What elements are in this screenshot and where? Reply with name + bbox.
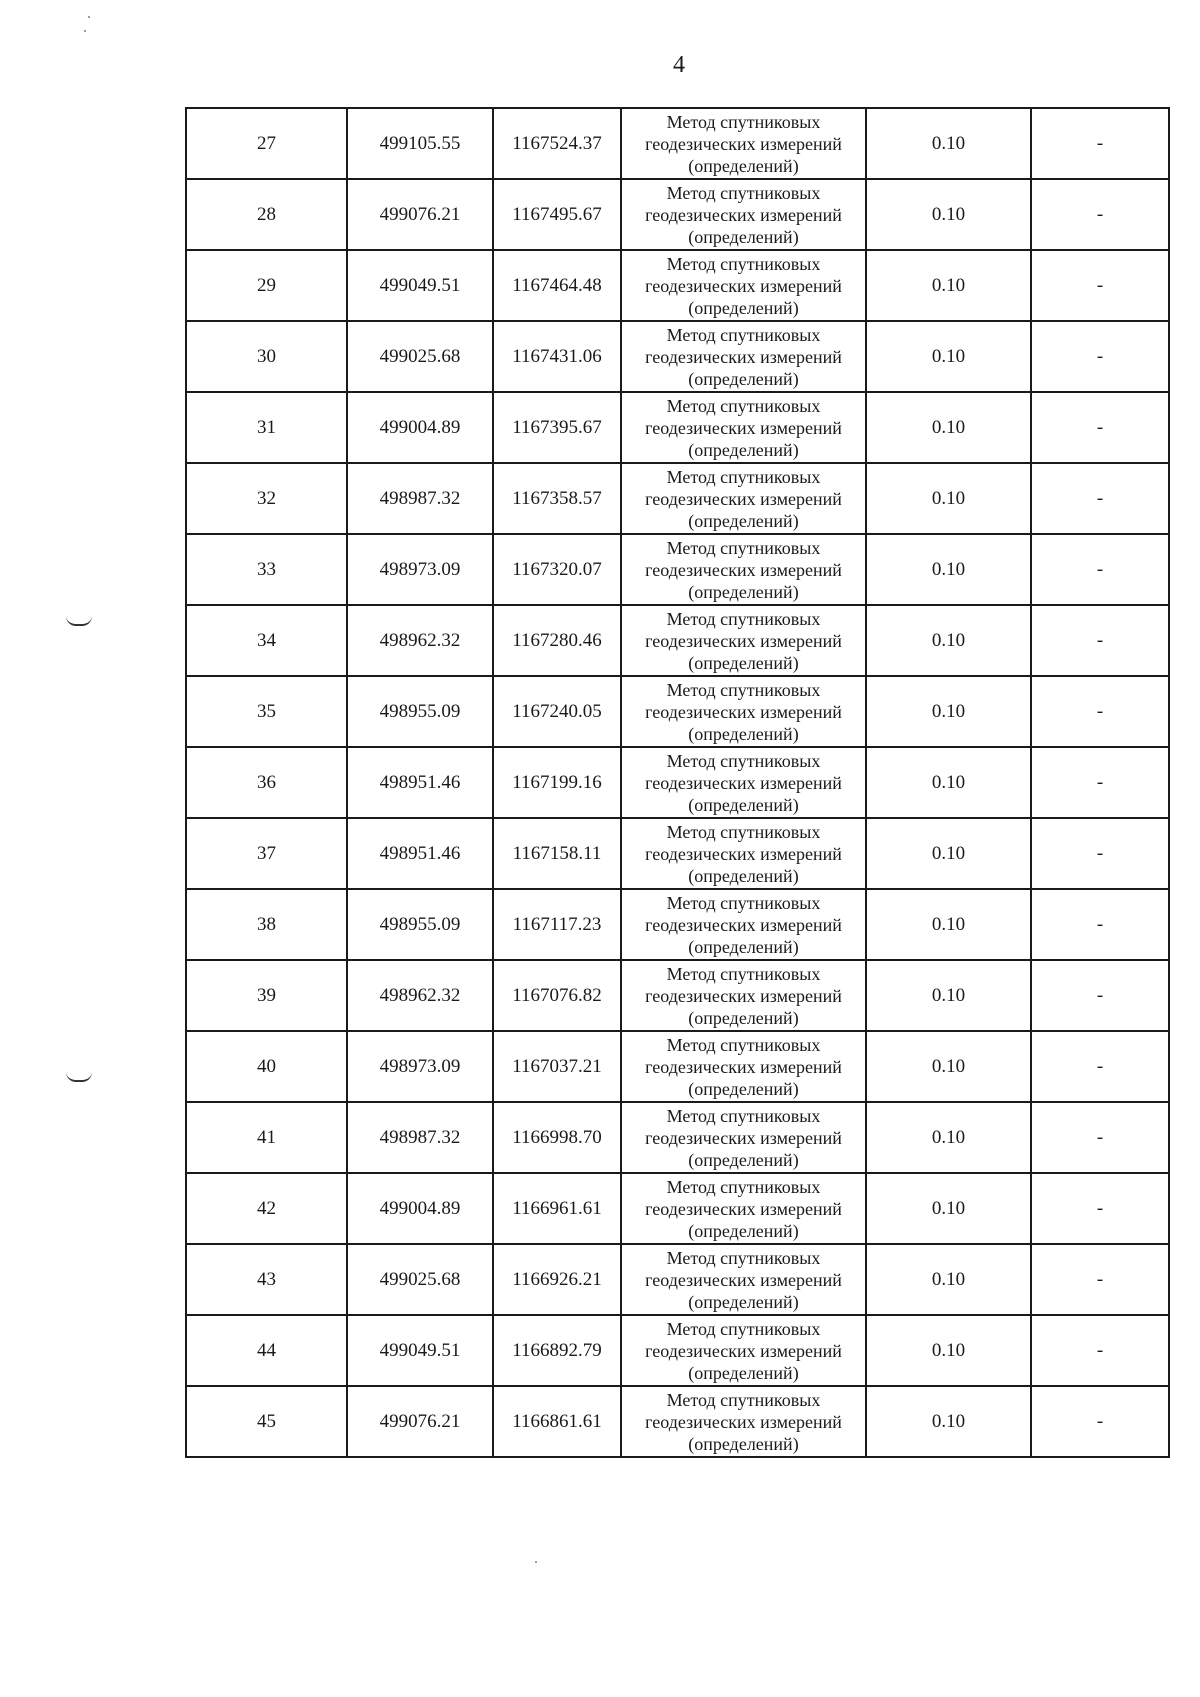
table-row — [186, 818, 1169, 889]
x-coordinate-cell: 498987.32 — [347, 1102, 493, 1173]
point-number-cell: 29 — [186, 250, 347, 321]
point-number-cell: 27 — [186, 108, 347, 179]
note-cell: - — [1031, 1173, 1169, 1244]
method-line: Метод спутниковых — [666, 111, 821, 132]
accuracy-cell: 0.10 — [866, 889, 1031, 960]
point-number-cell: 36 — [186, 747, 347, 818]
y-coordinate-cell: 1167358.57 — [493, 463, 621, 534]
note-cell: - — [1031, 960, 1169, 1031]
method-cell — [621, 463, 866, 534]
x-coordinate-cell: 499049.51 — [347, 250, 493, 321]
method-line: Метод спутниковых — [666, 537, 821, 558]
method-line: Метод спутниковых — [666, 608, 821, 629]
method-line: (определений) — [688, 226, 799, 247]
y-coordinate-cell: 1167280.46 — [493, 605, 621, 676]
point-number-cell: 34 — [186, 605, 347, 676]
method-line: (определений) — [688, 581, 799, 602]
x-coordinate-cell: 499105.55 — [347, 108, 493, 179]
y-coordinate-cell: 1167037.21 — [493, 1031, 621, 1102]
note-cell: - — [1031, 1386, 1169, 1457]
method-line: Метод спутниковых — [666, 963, 821, 984]
note-cell: - — [1031, 747, 1169, 818]
note-cell: - — [1031, 463, 1169, 534]
method-line: (определений) — [688, 510, 799, 531]
accuracy-cell: 0.10 — [866, 179, 1031, 250]
y-coordinate-cell: 1166861.61 — [493, 1386, 621, 1457]
scan-speck — [88, 16, 90, 18]
method-line: геодезических измерений — [645, 772, 842, 793]
table-row — [186, 250, 1169, 321]
x-coordinate-cell: 499049.51 — [347, 1315, 493, 1386]
method-cell — [621, 889, 866, 960]
y-coordinate-cell: 1166998.70 — [493, 1102, 621, 1173]
table-row — [186, 1244, 1169, 1315]
scan-binding-mark — [66, 616, 92, 626]
point-number-cell: 43 — [186, 1244, 347, 1315]
note-cell: - — [1031, 534, 1169, 605]
point-number-cell: 31 — [186, 392, 347, 463]
accuracy-cell: 0.10 — [866, 392, 1031, 463]
method-line: (определений) — [688, 1291, 799, 1312]
point-number-cell: 33 — [186, 534, 347, 605]
table-row — [186, 1031, 1169, 1102]
method-line: (определений) — [688, 723, 799, 744]
note-cell: - — [1031, 676, 1169, 747]
x-coordinate-cell: 498955.09 — [347, 889, 493, 960]
method-cell — [621, 818, 866, 889]
method-line: (определений) — [688, 368, 799, 389]
method-line: геодезических измерений — [645, 1269, 842, 1290]
note-cell: - — [1031, 818, 1169, 889]
note-cell: - — [1031, 321, 1169, 392]
x-coordinate-cell: 499076.21 — [347, 179, 493, 250]
point-number-cell: 32 — [186, 463, 347, 534]
accuracy-cell: 0.10 — [866, 747, 1031, 818]
method-line: геодезических измерений — [645, 1411, 842, 1432]
method-line: геодезических измерений — [645, 275, 842, 296]
method-cell — [621, 108, 866, 179]
point-number-cell: 35 — [186, 676, 347, 747]
accuracy-cell: 0.10 — [866, 1386, 1031, 1457]
table-row — [186, 1315, 1169, 1386]
y-coordinate-cell: 1166926.21 — [493, 1244, 621, 1315]
method-cell — [621, 250, 866, 321]
accuracy-cell: 0.10 — [866, 463, 1031, 534]
accuracy-cell: 0.10 — [866, 1315, 1031, 1386]
table-row — [186, 179, 1169, 250]
table-row — [186, 1386, 1169, 1457]
scan-speck — [535, 1561, 537, 1563]
method-line: геодезических измерений — [645, 133, 842, 154]
method-line: (определений) — [688, 652, 799, 673]
method-line: (определений) — [688, 1007, 799, 1028]
table-row — [186, 463, 1169, 534]
table-row — [186, 534, 1169, 605]
x-coordinate-cell: 499076.21 — [347, 1386, 493, 1457]
method-line: Метод спутниковых — [666, 1034, 821, 1055]
method-line: (определений) — [688, 1362, 799, 1383]
note-cell: - — [1031, 1031, 1169, 1102]
method-line: Метод спутниковых — [666, 1389, 821, 1410]
method-line: геодезических измерений — [645, 630, 842, 651]
method-cell — [621, 534, 866, 605]
method-line: геодезических измерений — [645, 346, 842, 367]
accuracy-cell: 0.10 — [866, 108, 1031, 179]
method-line: Метод спутниковых — [666, 750, 821, 771]
y-coordinate-cell: 1167158.11 — [493, 818, 621, 889]
table-row — [186, 108, 1169, 179]
note-cell: - — [1031, 1244, 1169, 1315]
table-row — [186, 889, 1169, 960]
table-row — [186, 747, 1169, 818]
x-coordinate-cell: 498951.46 — [347, 818, 493, 889]
x-coordinate-cell: 498955.09 — [347, 676, 493, 747]
point-number-cell: 30 — [186, 321, 347, 392]
method-line: геодезических измерений — [645, 1056, 842, 1077]
method-line: (определений) — [688, 297, 799, 318]
y-coordinate-cell: 1167431.06 — [493, 321, 621, 392]
accuracy-cell: 0.10 — [866, 1031, 1031, 1102]
method-line: Метод спутниковых — [666, 1318, 821, 1339]
method-cell — [621, 747, 866, 818]
method-cell — [621, 676, 866, 747]
method-line: Метод спутниковых — [666, 679, 821, 700]
point-number-cell: 40 — [186, 1031, 347, 1102]
x-coordinate-cell: 499025.68 — [347, 1244, 493, 1315]
method-line: (определений) — [688, 1220, 799, 1241]
x-coordinate-cell: 499004.89 — [347, 392, 493, 463]
method-line: Метод спутниковых — [666, 395, 821, 416]
x-coordinate-cell: 499004.89 — [347, 1173, 493, 1244]
table-row — [186, 321, 1169, 392]
accuracy-cell: 0.10 — [866, 534, 1031, 605]
method-line: (определений) — [688, 865, 799, 886]
x-coordinate-cell: 498962.32 — [347, 960, 493, 1031]
method-line: геодезических измерений — [645, 204, 842, 225]
y-coordinate-cell: 1167117.23 — [493, 889, 621, 960]
y-coordinate-cell: 1167524.37 — [493, 108, 621, 179]
y-coordinate-cell: 1166961.61 — [493, 1173, 621, 1244]
method-line: геодезических измерений — [645, 1198, 842, 1219]
note-cell: - — [1031, 179, 1169, 250]
note-cell: - — [1031, 1315, 1169, 1386]
y-coordinate-cell: 1167464.48 — [493, 250, 621, 321]
method-line: Метод спутниковых — [666, 253, 821, 274]
method-line: геодезических измерений — [645, 559, 842, 580]
method-line: Метод спутниковых — [666, 821, 821, 842]
scan-speck — [84, 30, 86, 32]
note-cell: - — [1031, 108, 1169, 179]
method-cell — [621, 1315, 866, 1386]
y-coordinate-cell: 1167320.07 — [493, 534, 621, 605]
accuracy-cell: 0.10 — [866, 676, 1031, 747]
point-number-cell: 42 — [186, 1173, 347, 1244]
page-number: 4 — [673, 52, 685, 78]
method-cell — [621, 179, 866, 250]
method-line: геодезических измерений — [645, 417, 842, 438]
note-cell: - — [1031, 889, 1169, 960]
method-line: геодезических измерений — [645, 985, 842, 1006]
method-cell — [621, 321, 866, 392]
method-cell — [621, 1173, 866, 1244]
method-line: Метод спутниковых — [666, 1247, 821, 1268]
method-line: геодезических измерений — [645, 914, 842, 935]
x-coordinate-cell: 498951.46 — [347, 747, 493, 818]
x-coordinate-cell: 498973.09 — [347, 1031, 493, 1102]
x-coordinate-cell: 498973.09 — [347, 534, 493, 605]
method-cell — [621, 960, 866, 1031]
accuracy-cell: 0.10 — [866, 250, 1031, 321]
y-coordinate-cell: 1167495.67 — [493, 179, 621, 250]
point-number-cell: 45 — [186, 1386, 347, 1457]
method-line: (определений) — [688, 1433, 799, 1454]
note-cell: - — [1031, 1102, 1169, 1173]
point-number-cell: 38 — [186, 889, 347, 960]
method-line: (определений) — [688, 155, 799, 176]
method-line: (определений) — [688, 936, 799, 957]
method-line: (определений) — [688, 1149, 799, 1170]
method-line: Метод спутниковых — [666, 1176, 821, 1197]
method-line: (определений) — [688, 794, 799, 815]
point-number-cell: 41 — [186, 1102, 347, 1173]
accuracy-cell: 0.10 — [866, 605, 1031, 676]
method-cell — [621, 1031, 866, 1102]
coordinates-table — [185, 107, 1170, 1458]
point-number-cell: 39 — [186, 960, 347, 1031]
method-line: геодезических измерений — [645, 843, 842, 864]
table-row — [186, 960, 1169, 1031]
method-line: геодезических измерений — [645, 1127, 842, 1148]
accuracy-cell: 0.10 — [866, 818, 1031, 889]
y-coordinate-cell: 1167199.16 — [493, 747, 621, 818]
scan-binding-mark — [66, 1072, 92, 1082]
method-cell — [621, 1386, 866, 1457]
method-line: Метод спутниковых — [666, 892, 821, 913]
method-line: Метод спутниковых — [666, 182, 821, 203]
note-cell: - — [1031, 250, 1169, 321]
y-coordinate-cell: 1167240.05 — [493, 676, 621, 747]
method-cell — [621, 1102, 866, 1173]
accuracy-cell: 0.10 — [866, 1244, 1031, 1315]
method-line: Метод спутниковых — [666, 324, 821, 345]
x-coordinate-cell: 498987.32 — [347, 463, 493, 534]
note-cell: - — [1031, 605, 1169, 676]
method-line: геодезических измерений — [645, 1340, 842, 1361]
method-cell — [621, 1244, 866, 1315]
note-cell: - — [1031, 392, 1169, 463]
method-line: (определений) — [688, 1078, 799, 1099]
method-line: (определений) — [688, 439, 799, 460]
table-row — [186, 1102, 1169, 1173]
point-number-cell: 28 — [186, 179, 347, 250]
x-coordinate-cell: 498962.32 — [347, 605, 493, 676]
accuracy-cell: 0.10 — [866, 321, 1031, 392]
point-number-cell: 37 — [186, 818, 347, 889]
point-number-cell: 44 — [186, 1315, 347, 1386]
method-line: геодезических измерений — [645, 488, 842, 509]
method-line: Метод спутниковых — [666, 466, 821, 487]
accuracy-cell: 0.10 — [866, 960, 1031, 1031]
table-row — [186, 605, 1169, 676]
table-row — [186, 392, 1169, 463]
y-coordinate-cell: 1167076.82 — [493, 960, 621, 1031]
table-row — [186, 1173, 1169, 1244]
coordinates-table-body — [186, 108, 1169, 1457]
method-line: Метод спутниковых — [666, 1105, 821, 1126]
table-row — [186, 676, 1169, 747]
method-cell — [621, 392, 866, 463]
method-cell — [621, 605, 866, 676]
y-coordinate-cell: 1167395.67 — [493, 392, 621, 463]
method-line: геодезических измерений — [645, 701, 842, 722]
y-coordinate-cell: 1166892.79 — [493, 1315, 621, 1386]
x-coordinate-cell: 499025.68 — [347, 321, 493, 392]
accuracy-cell: 0.10 — [866, 1173, 1031, 1244]
accuracy-cell: 0.10 — [866, 1102, 1031, 1173]
